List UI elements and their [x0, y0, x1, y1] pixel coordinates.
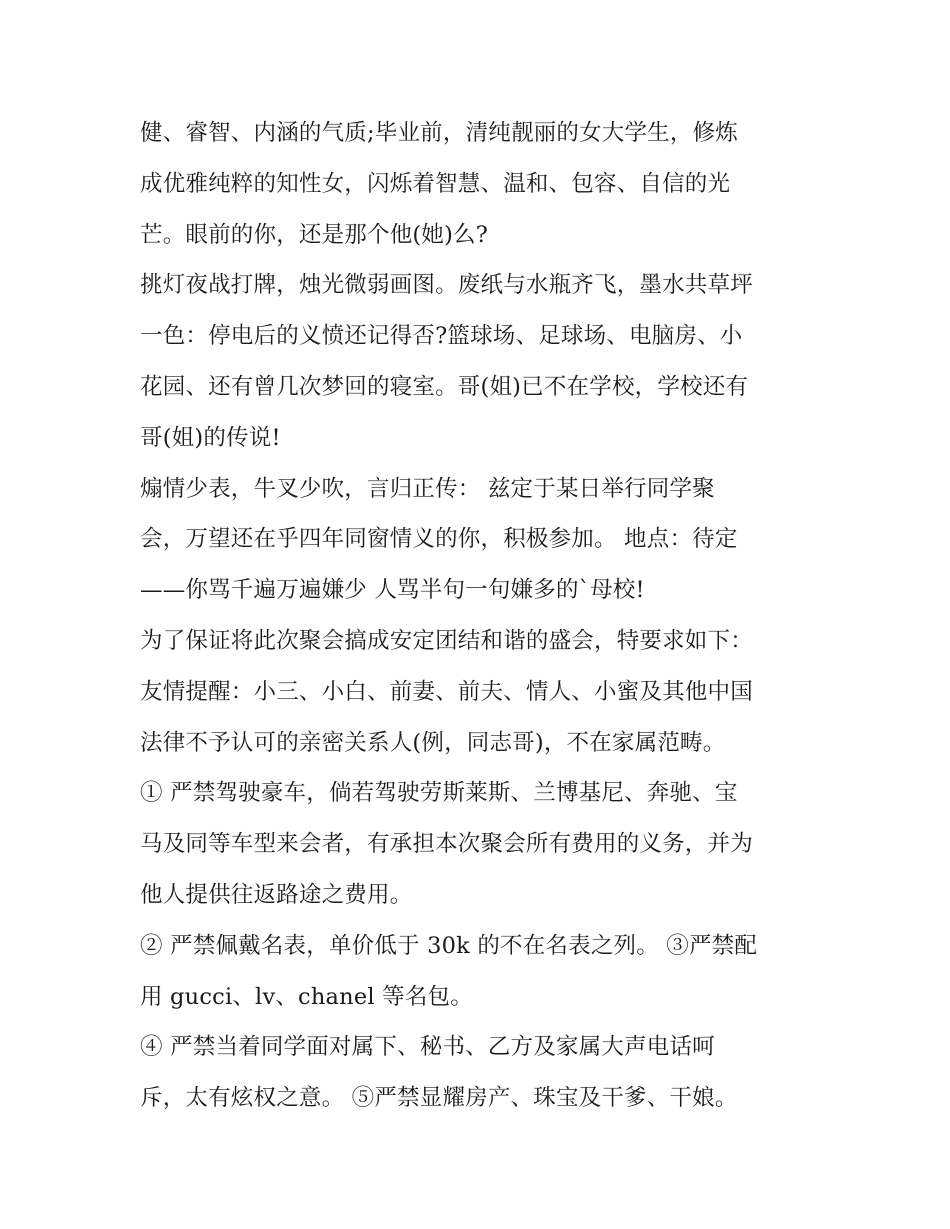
- text-line: 会，万望还在乎四年同窗情义的你，积极参加。 地点：待定: [140, 526, 738, 553]
- text-line: 一色：停电后的义愤还记得否?篮球场、足球场、电脑房、小: [140, 323, 743, 350]
- text-line: 马及同等车型来会者，有承担本次聚会所有费用的义务，并为: [140, 831, 753, 858]
- text-line: 芒。眼前的你，还是那个他(她)么?: [140, 221, 489, 248]
- text-line: ② 严禁佩戴名表，单价低于 30k 的不在名表之列。 ③严禁配: [140, 932, 758, 959]
- text-line: 煽情少表，牛叉少吹，言归正传： 兹定于某日举行同学聚: [140, 475, 715, 502]
- text-line: ① 严禁驾驶豪车，倘若驾驶劳斯莱斯、兰博基尼、奔驰、宝: [140, 780, 738, 807]
- text-line: 哥(姐)的传说!: [140, 424, 281, 451]
- document-body: [140, 108, 840, 1124]
- text-line: 斥，太有炫权之意。 ⑤严禁显耀房产、珠宝及干爹、干娘。: [140, 1085, 738, 1112]
- text-line: 挑灯夜战打牌，烛光微弱画图。废纸与水瓶齐飞，墨水共草坪: [140, 272, 753, 299]
- text-line: 用 gucci、lv、chanel 等名包。: [140, 983, 473, 1010]
- text-line: 健、睿智、内涵的气质;毕业前，清纯靓丽的女大学生，修炼: [140, 120, 738, 146]
- text-line: ——你骂千遍万遍嫌少 人骂半句一句嫌多的`母校!: [140, 577, 645, 604]
- text-line: 法律不予认可的亲密关系人(例，同志哥)，不在家属范畴。: [140, 729, 726, 756]
- text-line: 友情提醒：小三、小白、前妻、前夫、情人、小蜜及其他中国: [140, 678, 753, 705]
- text-line: 他人提供往返路途之费用。: [140, 881, 413, 908]
- text-line: 花园、还有曾几次梦回的寝室。哥(姐)已不在学校，学校还有: [140, 373, 749, 400]
- text-line: 成优雅纯粹的知性女，闪烁着智慧、温和、包容、自信的光: [140, 170, 731, 197]
- text-line: ④ 严禁当着同学面对属下、秘书、乙方及家属大声电话呵: [140, 1034, 715, 1061]
- text-line: 为了保证将此次聚会搞成安定团结和谐的盛会，特要求如下：: [140, 627, 753, 654]
